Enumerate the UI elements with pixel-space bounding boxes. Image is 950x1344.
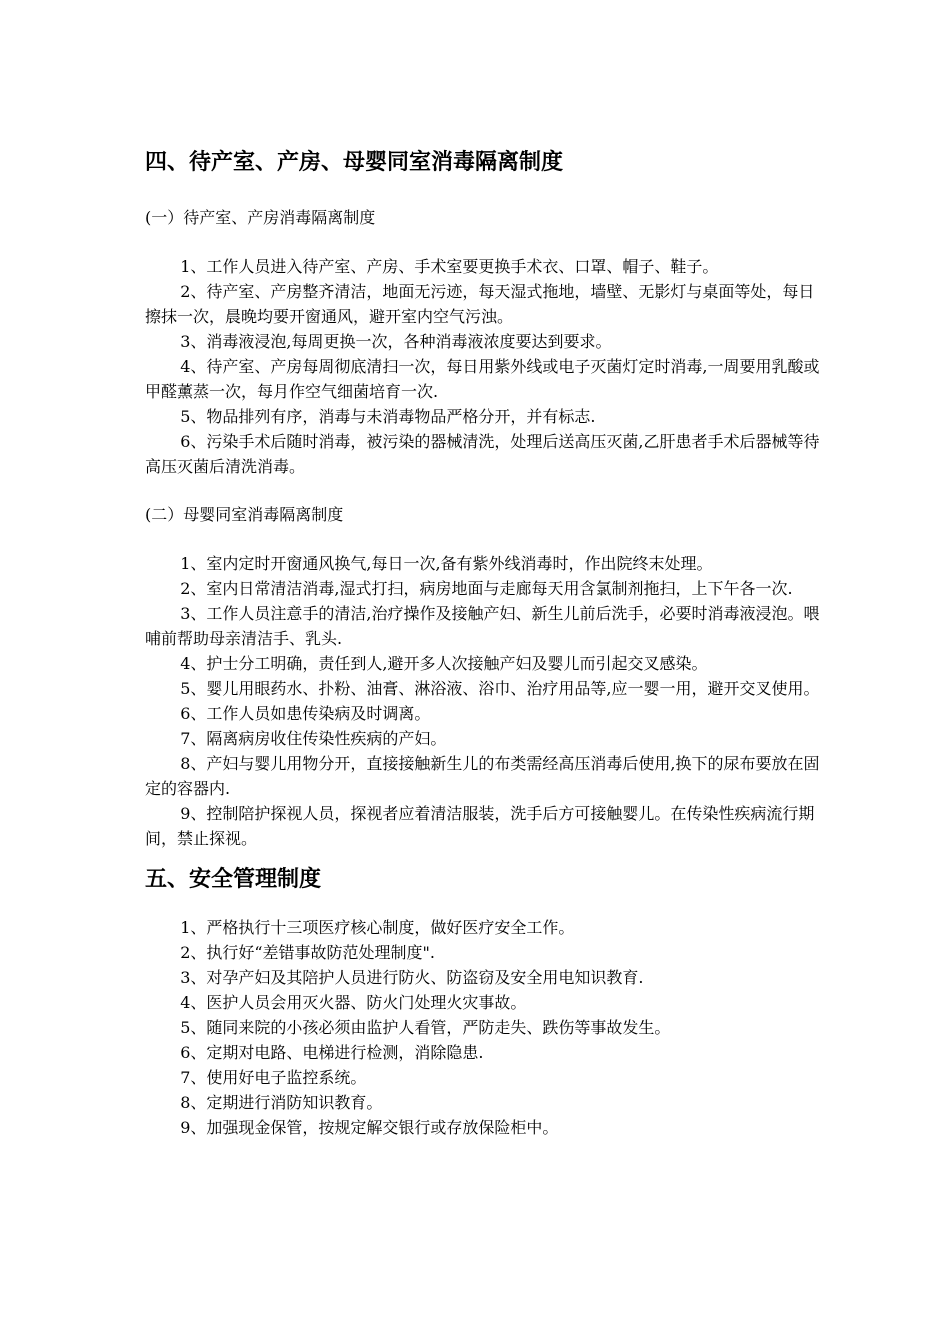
list-item: 4、医护人员会用灭火器、防火门处理火灾事故。 <box>180 993 527 1012</box>
list-item: 5、物品排列有序，消毒与未消毒物品严格分开，并有标志. <box>180 407 596 426</box>
list-item: 6、工作人员如患传染病及时调离。 <box>180 704 431 723</box>
list-item: 2、待产室、产房整齐清洁，地面无污迹，每天湿式拖地，墙壁、无影灯与桌面等处，每日擦抹一次，晨晚均要开窗通风，避开室内空气污浊。 <box>145 282 815 326</box>
section-4-2-subheading: (二）母婴同室消毒隔离制度 <box>145 505 344 524</box>
list-item: 7、使用好电子监控系统。 <box>180 1068 367 1087</box>
list-item: 9、加强现金保管，按规定解交银行或存放保险柜中。 <box>180 1118 559 1137</box>
list-item: 3、工作人员注意手的清洁,治疗操作及接触产妇、新生儿前后洗手，必要时消毒液浸泡。喂哺前帮助母亲清洁手、乳头. <box>145 604 820 648</box>
list-item: 6、定期对电路、电梯进行检测，消除隐患. <box>180 1043 484 1062</box>
list-item: 5、随同来院的小孩必须由监护人看管，严防走失、跌伤等事故发生。 <box>180 1018 671 1037</box>
section-4-1-list <box>145 254 825 479</box>
list-item: 9、控制陪护探视人员，探视者应着清洁服装，洗手后方可接触婴儿。在传染性疾病流行期间，禁止探视。 <box>145 804 815 848</box>
section-5-heading: 五、安全管理制度 <box>145 867 322 892</box>
list-item: 3、消毒液浸泡,每周更换一次，各种消毒液浓度要达到要求。 <box>180 332 612 351</box>
list-item: 3、对孕产妇及其陪护人员进行防火、防盗窃及安全用电知识教育. <box>180 968 644 987</box>
list-item: 5、婴儿用眼药水、扑粉、油膏、淋浴液、浴巾、治疗用品等,应一婴一用，避开交叉使用。 <box>180 679 820 698</box>
list-item: 4、护士分工明确，责任到人,避开多人次接触产妇及婴儿而引起交叉感染。 <box>180 654 708 673</box>
list-item: 1、严格执行十三项医疗核心制度，做好医疗安全工作。 <box>180 918 575 937</box>
list-item: 6、污染手术后随时消毒，被污染的器械清洗，处理后送高压灭菌,乙肝患者手术后器械等待高压灭菌后清洗消毒。 <box>145 432 820 476</box>
list-item: 7、隔离病房收住传染性疾病的产妇。 <box>180 729 447 748</box>
section-4-heading: 四、待产室、产房、母婴同室消毒隔离制度 <box>145 150 564 175</box>
section-4-1-subheading: (一）待产室、产房消毒隔离制度 <box>145 208 376 227</box>
section-4-2-list <box>145 551 825 851</box>
list-item: 8、定期进行消防知识教育。 <box>180 1093 383 1112</box>
section-5-list <box>145 915 825 1140</box>
list-item: 2、室内日常清洁消毒,湿式打扫，病房地面与走廊每天用含氯制剂拖扫，上下午各一次. <box>180 579 793 598</box>
list-item: 4、待产室、产房每周彻底清扫一次，每日用紫外线或电子灭菌灯定时消毒,一周要用乳酸或甲醛薰蒸一次，每月作空气细菌培育一次. <box>145 357 820 401</box>
document-page <box>145 140 825 1140</box>
list-item: 8、产妇与婴儿用物分开，直接接触新生儿的布类需经高压消毒后使用,换下的尿布要放在固定的容器内. <box>145 754 820 798</box>
list-item: 2、执行好“差错事故防范处理制度". <box>180 943 435 962</box>
list-item: 1、室内定时开窗通风换气,每日一次,备有紫外线消毒时，作出院终末处理。 <box>180 554 713 573</box>
list-item: 1、工作人员进入待产室、产房、手术室要更换手术衣、口罩、帽子、鞋子。 <box>180 257 719 276</box>
